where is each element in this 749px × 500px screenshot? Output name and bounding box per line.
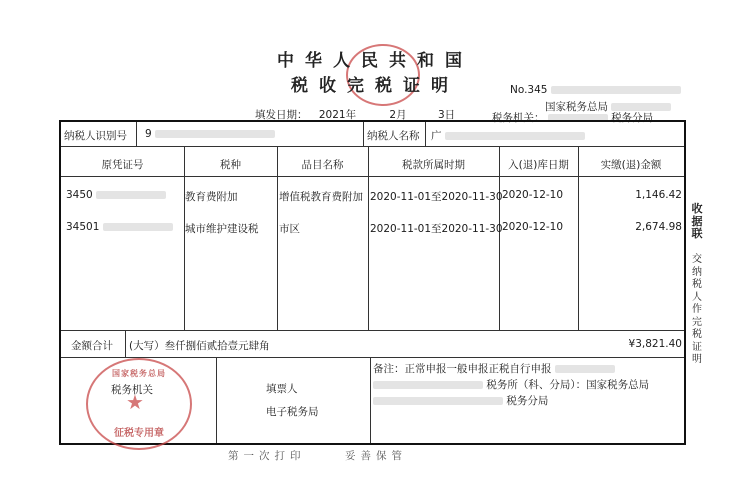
serial-number [510,84,681,96]
taxpayer-id-text: 9 [145,128,152,140]
column-header-period: 税款所属时期 [402,159,465,171]
serial-number-prefix: No.345 [510,84,548,96]
fill-year: 2021年 [318,109,357,121]
seal-star-icon: ★ [126,390,144,414]
redaction [373,381,483,389]
redaction [96,191,166,199]
tax-authority-branch: 税务分局 [611,112,654,124]
column-header-date: 入(退)库日期 [508,159,569,171]
total-label: 金额合计 [71,340,113,352]
fill-date-label: 填发日期： [255,109,308,121]
issuer-label: 填票人 [266,383,298,395]
item-name: 市区 [279,223,300,235]
fill-month: 2月 [389,109,407,121]
tax-type: 城市维护建设税 [185,223,259,235]
remark-text: 税务所（科、分局）：国家税务总局 [486,379,650,391]
receipt-copy-label: 收据联 [691,202,703,240]
redaction [373,397,503,405]
taxpayer-name-value [431,128,585,143]
remark-text: 税务分局 [506,395,549,407]
tax-authority-name: 国家税务总局 [545,101,608,113]
item-name: 增值税教育费附加 [279,191,363,203]
table-row [66,189,166,201]
redaction [555,365,615,373]
receipt-copy-note: 交纳税人作完税证明 [692,254,702,365]
total-in-words: (大写）叁仟捌佰贰拾壹元肆角 [129,340,270,352]
footer-keep-note: 妥善保管 [345,450,407,462]
redaction [155,130,275,138]
taxpayer-name-label: 纳税人名称 [367,130,420,142]
taxpayer-name-text: 广 [431,130,442,142]
document-title-line1: 中华人民共和国 [277,51,473,71]
voucher-number: 34501 [66,221,100,233]
remark-line1 [373,361,615,376]
column-header-item: 品目名称 [301,159,344,171]
column-header-voucher: 原凭证号 [101,159,144,171]
total-amount: ¥3,821.40 [628,338,682,350]
taxpayer-id-label: 纳税人识别号 [64,130,127,142]
column-header-amount: 实缴(退)金额 [600,159,662,171]
official-seal-bottom [86,358,192,450]
taxpayer-id-value [145,128,275,140]
table-row [66,221,173,233]
amount: 2,674.98 [635,221,682,233]
seal-top-text: 国家税务总局 [112,369,166,378]
tax-type: 教育费附加 [185,191,238,203]
storage-date: 2020-12-10 [502,221,564,233]
voucher-number: 3450 [66,189,93,201]
redaction [551,86,681,94]
tax-period: 2020-11-01至2020-11-30 [370,191,503,203]
tax-period: 2020-11-01至2020-11-30 [370,223,503,235]
issuer-value: 电子税务局 [266,406,319,418]
document-title-line2: 税收完税证明 [291,76,459,96]
amount: 1,146.42 [635,189,682,201]
remark-line2 [373,377,649,392]
column-header-tax-type: 税种 [220,159,241,171]
seal-label: 税务机关 [111,384,153,396]
remark-text: 备注：正常申报一般申报正税自行申报 [373,363,552,375]
seal-bottom-text: 征税专用章 [114,428,164,439]
redaction [445,132,585,140]
storage-date: 2020-12-10 [502,189,564,201]
remark-line3 [373,393,548,408]
footer-print-note: 第一次打印 [228,450,306,462]
redaction [103,223,173,231]
tax-authority-label: 税务机关： [492,112,545,124]
fill-day: 3日 [437,109,456,121]
